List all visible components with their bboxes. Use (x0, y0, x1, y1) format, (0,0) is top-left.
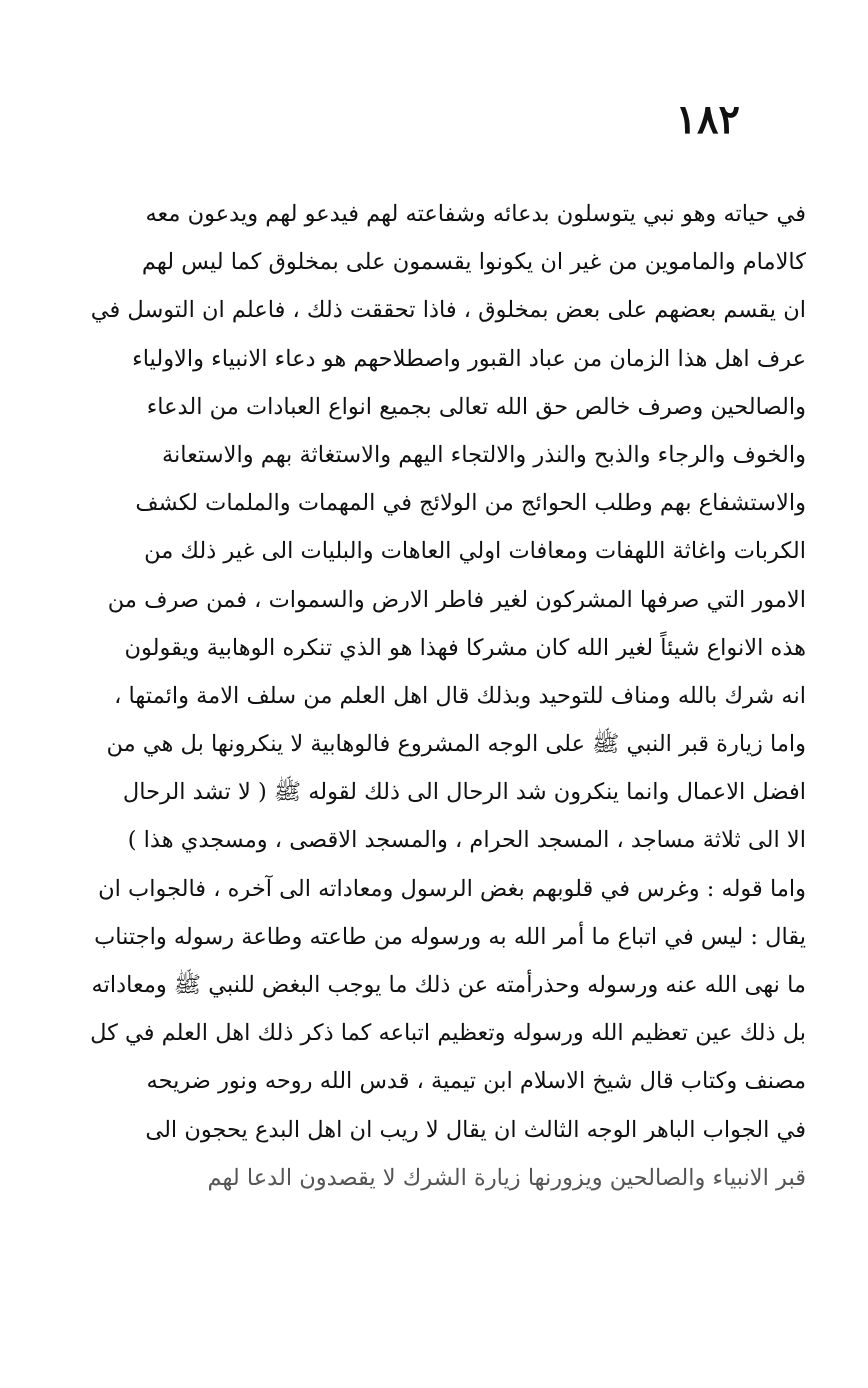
text-line: بل ذلك عين تعظيم الله ورسوله وتعظيم اتباعه كما ذكر ذلك اهل العلم في كل (90, 1020, 806, 1047)
text-line: في حياته وهو نبي يتوسلون بدعائه وشفاعته لهم فيدعو لهم ويدعون معه (145, 201, 806, 227)
text-line: قبر الانبياء والصالحين ويزورنها زيارة الشرك لا يقصدون الدعا لهم (207, 1164, 806, 1191)
text-line: مصنف وكتاب قال شيخ الاسلام ابن تيمية ، قدس الله روحه ونور ضريحه (146, 1068, 806, 1095)
text-line: عرف اهل هذا الزمان من عباد القبور واصطلاحهم هو دعاء الانبياء والاولياء (132, 345, 806, 372)
body-text (74, 190, 806, 1202)
text-line: الا الى ثلاثة مساجد ، المسجد الحرام ، والمسجد الاقصى ، ومسجدي هذا ) (127, 827, 806, 854)
page-number: ١٨٢ (675, 96, 740, 143)
text-line: واما قوله : وغرس في قلوبهم بغض الرسول ومعاداته الى آخره ، فالجواب ان (98, 875, 806, 902)
text-line: الكربات واغاثة اللهفات ومعافات اولي العاهات والبليات الى غير ذلك من (144, 538, 806, 565)
text-line: والاستشفاع بهم وطلب الحوائج من الولائج في المهمات والملمات لكشف (135, 490, 806, 517)
text-line: واما زيارة قبر النبي ﷺ على الوجه المشروع فالوهابية لا ينكرونها بل هي من (106, 731, 806, 758)
text-line: ما نهى الله عنه ورسوله وحذرأمته عن ذلك ما يوجب البغض للنبي ﷺ ومعاداته (91, 972, 806, 998)
text-line: افضل الاعمال وانما ينكرون شد الرحال الى ذلك لقوله ﷺ ( لا تشد الرحال (122, 779, 806, 806)
text-line: يقال : ليس في اتباع ما أمر الله به ورسوله من طاعته وطاعة رسوله واجتناب (94, 923, 806, 950)
text-line: في الجواب الباهر الوجه الثالث ان يقال لا ريب ان اهل البدع يحجون الى (145, 1116, 806, 1143)
text-line: والخوف والرجاء والذبح والنذر والالتجاء اليهم والاستغاثة بهم والاستعانة (161, 441, 806, 468)
text-line: انه شرك بالله ومناف للتوحيد وبذلك قال اهل العلم من سلف الامة وائمتها ، (114, 682, 806, 709)
text-line: ان يقسم بعضهم على بعض بمخلوق ، فاذا تحققت ذلك ، فاعلم ان التوسل في (90, 297, 806, 324)
text-line: هذه الانواع شيئاً لغير الله كان مشركا فهذا هو الذي تنكره الوهابية ويقولون (124, 634, 806, 661)
text-line: والصالحين وصرف خالص حق الله تعالى بجميع انواع العبادات من الدعاء (146, 393, 806, 420)
text-line: كالامام والماموين من غير ان يكونوا يقسمون على بمخلوق كما ليس لهم (141, 249, 806, 276)
text-line: الامور التي صرفها المشركون لغير فاطر الارض والسموات ، فمن صرف من (107, 586, 806, 613)
